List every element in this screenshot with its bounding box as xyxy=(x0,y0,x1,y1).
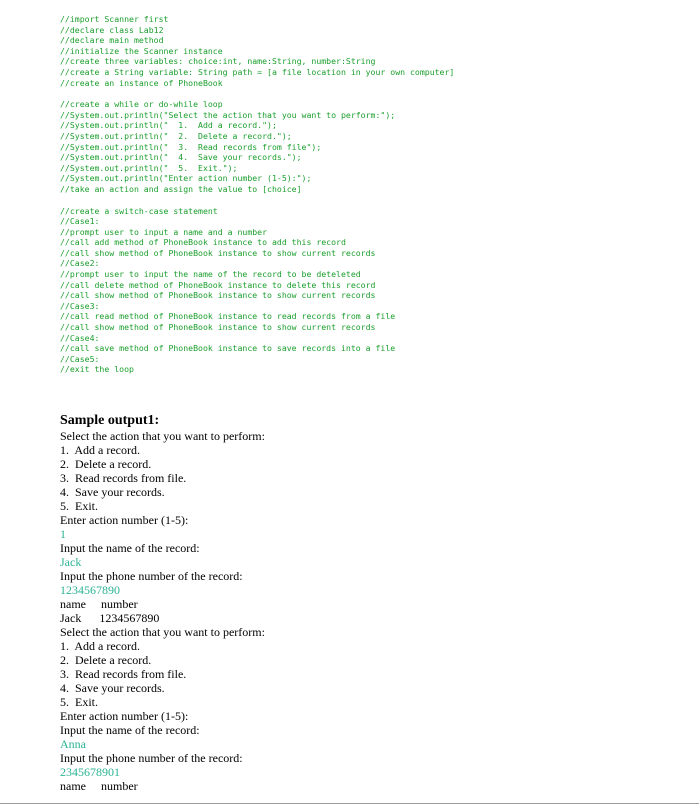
user-input-line: 1 xyxy=(60,527,66,541)
code-comment-line: //exit the loop xyxy=(60,364,134,375)
code-comment-line: //create a String variable: String path = [a file location in your own computer] xyxy=(60,66,455,77)
output-line: Select the action that you want to perform: xyxy=(60,625,265,639)
code-comment-line: //call save method of PhoneBook instance to save records into a file xyxy=(60,343,396,354)
output-line: 3. Read records from file. xyxy=(60,471,187,485)
code-comment-line: //declare class Lab12 xyxy=(60,24,164,35)
code-comment-line: //create a while or do-while loop xyxy=(60,99,223,110)
output-line: 3. Read records from file. xyxy=(60,667,187,681)
code-comment-line: //System.out.println(" 3. Read records from file"); xyxy=(60,141,322,152)
code-comment-line: //initialize the Scanner instance xyxy=(60,45,223,56)
code-comment-line: //System.out.println("Enter action number (1-5):"); xyxy=(60,173,312,184)
code-comment-line: //import Scanner first xyxy=(60,14,169,24)
output-line: 4. Save your records. xyxy=(60,485,165,499)
code-comment-line: //Case5: xyxy=(60,353,100,364)
code-comment-line: //System.out.println(" 1. Add a record."); xyxy=(60,120,277,131)
output-line: Input the phone number of the record: xyxy=(60,751,243,765)
output-line: 5. Exit. xyxy=(60,499,98,513)
sample-output-lines xyxy=(60,429,680,793)
code-group xyxy=(60,99,680,194)
output-line: Input the name of the record: xyxy=(60,541,200,555)
code-comment-line: //create three variables: choice:int, name:String, number:String xyxy=(60,56,376,67)
output-line: Jack 1234567890 xyxy=(60,611,160,625)
user-input-line: Jack xyxy=(60,555,82,569)
code-comment-line: //Case2: xyxy=(60,258,100,269)
user-input-line: Anna xyxy=(60,737,86,751)
sample-output xyxy=(60,413,680,793)
code-comment-line: //System.out.println("Select the action that you want to perform:"); xyxy=(60,109,396,120)
code-comment-line: //Case4: xyxy=(60,332,100,343)
user-input-line: 2345678901 xyxy=(60,765,120,779)
output-line: Input the name of the record: xyxy=(60,723,200,737)
output-line: 1. Add a record. xyxy=(60,639,140,653)
output-line: 5. Exit. xyxy=(60,695,98,709)
output-line: Select the action that you want to perform: xyxy=(60,429,265,443)
output-line: Enter action number (1-5): xyxy=(60,709,189,723)
code-comment-line: //System.out.println(" 4. Save your records."); xyxy=(60,152,302,163)
output-line: 1. Add a record. xyxy=(60,443,140,457)
pseudocode-block xyxy=(60,14,680,386)
code-comment-line: //Case3: xyxy=(60,300,100,311)
output-line: 4. Save your records. xyxy=(60,681,165,695)
output-line: 2. Delete a record. xyxy=(60,653,152,667)
code-comment-line: //System.out.println(" 5. Exit."); xyxy=(60,162,238,173)
output-line: 2. Delete a record. xyxy=(60,457,152,471)
code-comment-line: //call read method of PhoneBook instance to read records from a file xyxy=(60,311,396,322)
output-line: Enter action number (1-5): xyxy=(60,513,189,527)
code-comment-line: //System.out.println(" 2. Delete a record."); xyxy=(60,130,292,141)
code-comment-line: //call show method of PhoneBook instance to show current records xyxy=(60,247,376,258)
code-comment-line: //call add method of PhoneBook instance to add this record xyxy=(60,237,346,248)
output-line: name number xyxy=(60,779,138,793)
code-comment-line: //create an instance of PhoneBook xyxy=(60,77,223,88)
code-group xyxy=(60,206,680,376)
output-line: Input the phone number of the record: xyxy=(60,569,243,583)
output-line: name number xyxy=(60,597,138,611)
code-comment-line: //prompt user to input the name of the record to be deteleted xyxy=(60,269,361,280)
code-comment-line: //prompt user to input a name and a number xyxy=(60,226,268,237)
code-comment-line: //call show method of PhoneBook instance to show current records xyxy=(60,322,376,333)
code-comment-line: //take an action and assign the value to [choice] xyxy=(60,183,302,194)
code-comment-line: //call delete method of PhoneBook instance to delete this record xyxy=(60,279,376,290)
code-comment-line: //declare main method xyxy=(60,35,164,46)
code-comment-line: //call show method of PhoneBook instance to show current records xyxy=(60,290,376,301)
user-input-line: 1234567890 xyxy=(60,583,120,597)
bottom-divider xyxy=(0,803,699,804)
code-comment-line: //create a switch-case statement xyxy=(60,205,218,216)
code-comment-line: //Case1: xyxy=(60,216,100,227)
code-group xyxy=(60,14,680,88)
sample-output-title: Sample output1: xyxy=(60,413,160,428)
